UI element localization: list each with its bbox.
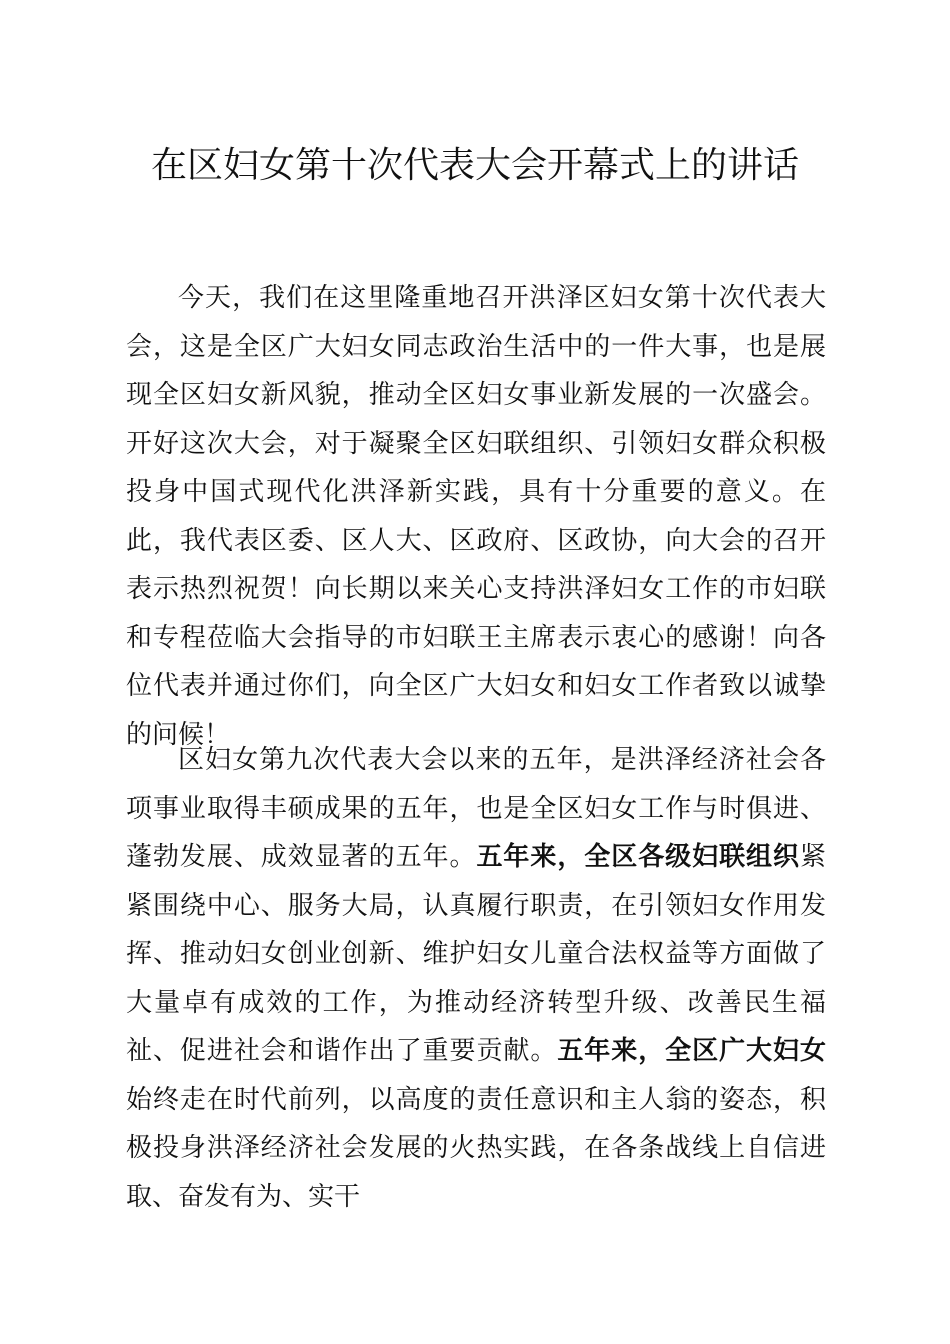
paragraph-2-bold-2: 五年来，全区广大妇女 [557,1036,826,1066]
document-title: 在区妇女第十次代表大会开幕式上的讲话 [150,145,799,186]
paragraph-2-text-1: 区妇女第九次代表大会以来的五年，是洪泽经济社会各项事业取得丰硕成果的五年，也是全区妇女工作与时俱进、蓬勃发展、成效显著的五年。 [126,745,826,872]
paragraph-2-bold-1: 五年来，全区各级妇联组织 [476,842,800,872]
paragraph-1: 今天，我们在这里隆重地召开洪泽区妇女第十次代表大会，这是全区广大妇女同志政治生活中的一件大事，也是展现全区妇女新风貌，推动全区妇女事业新发展的一次盛会。开好这次大会，对于凝聚全区妇联组织、引领妇女群众积极投身中国式现代化洪泽新实践，具有十分重要的意义。在此，我代表区委、区人大、区政府、区政协，向大会的召开表示热烈祝贺！向长期以来关心支持洪泽妇女工作的市妇联和专程莅临大会指导的市妇联王主席表示衷心的感谢！向各位代表并通过你们，向全区广大妇女和妇女工作者致以诚挚的问候！ [126,283,826,750]
paragraph-2 [126,736,826,1221]
paragraph-2-text-3: 始终走在时代前列，以高度的责任意识和主人翁的姿态，积极投身洪泽经济社会发展的火热实践，在各条战线上自信进取、奋发有为、实干 [126,1084,826,1212]
paragraph-2-container [126,736,826,1221]
paragraph-1-container [126,274,826,759]
paragraph-2-text-2: 紧紧围绕中心、服务大局，认真履行职责，在引领妇女作用发挥、推动妇女创业创新、维护妇女儿童合法权益等方面做了大量卓有成效的工作，为推动经济转型升级、改善民生福祉、促进社会和谐作出了重要贡献。 [126,842,826,1066]
